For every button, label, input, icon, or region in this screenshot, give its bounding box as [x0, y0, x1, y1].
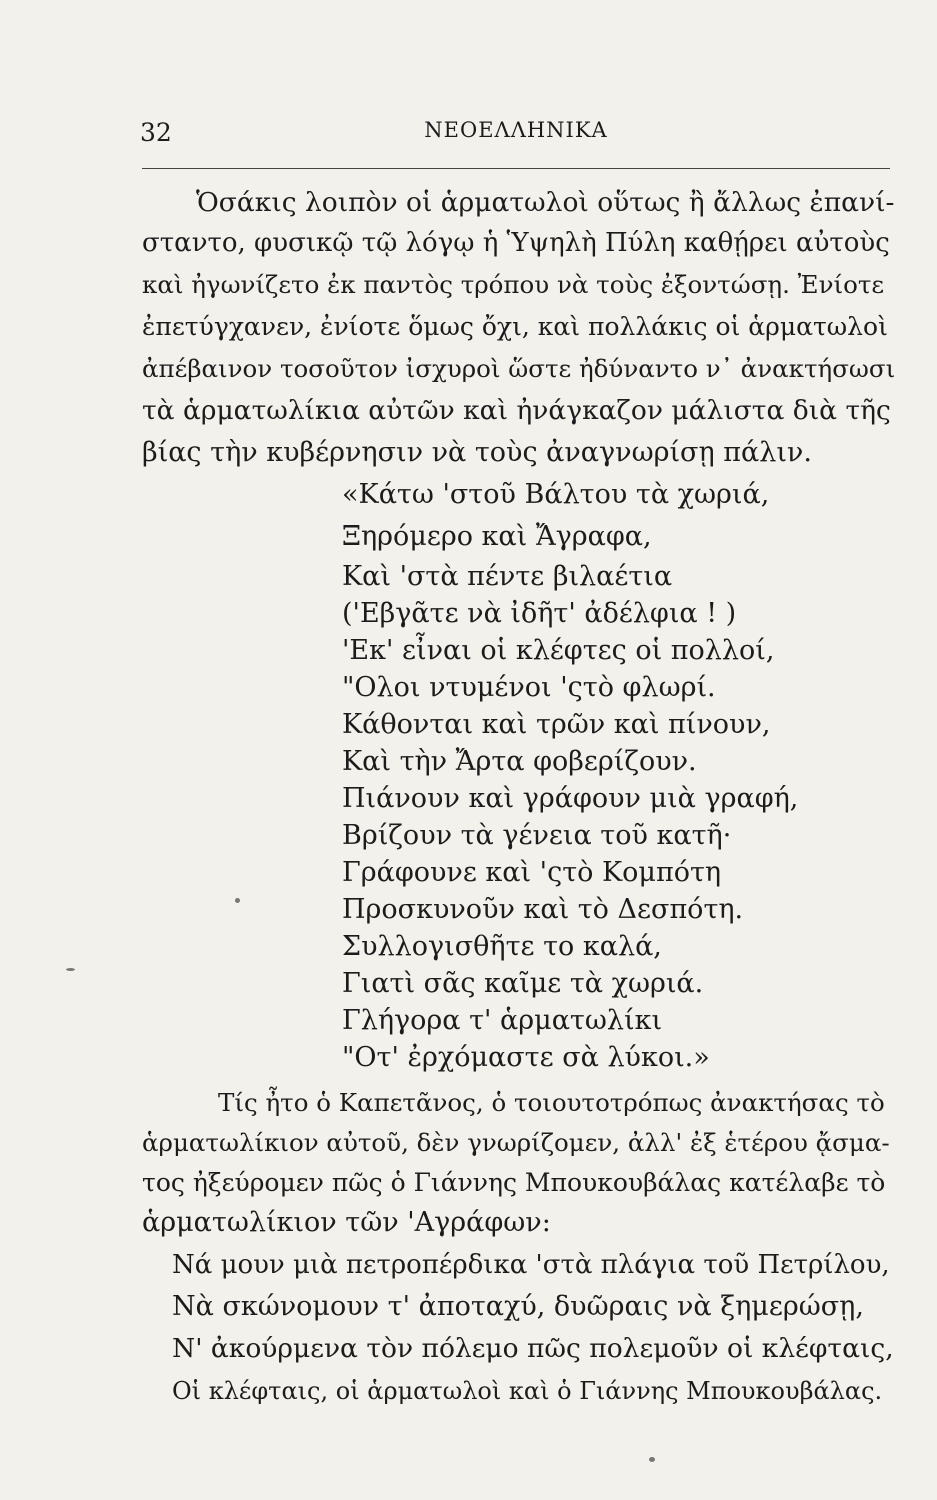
verse-line: Ξηρόμερο καὶ Ἄγραφα,	[342, 521, 652, 552]
verse-line: Καὶ 'στὰ πέντε βιλαέτια	[342, 561, 673, 592]
verse-line: Κάθονται καὶ τρῶν καὶ πίνουν,	[342, 709, 771, 740]
verse-line: 'Εκ' εἶναι οἱ κλέφτες οἱ πολλοί,	[342, 635, 775, 666]
verse-line: Πιάνουν καὶ γράφουν μιὰ γραφή,	[342, 783, 799, 814]
paragraph-line: ἁρματωλίκιον αὐτοῦ, δὲν γνωρίζομεν, ἀλλ' ἐξ ἑτέρου ᾄσμα-	[142, 1128, 890, 1157]
scan-speck	[649, 1457, 655, 1462]
verse-line: Νὰ σκώνομουν τ' ἀποταχύ, δυῶραις νὰ ξημερώσῃ,	[172, 1291, 864, 1322]
verse-line: Οἱ κλέφταις, οἱ ἁρματωλοὶ καὶ ὁ Γιάννης Μπουκουβάλας.	[172, 1377, 883, 1405]
verse-line: Γιατὶ σᾶς καῖμε τὰ χωριά.	[342, 968, 704, 999]
verse-line: Συλλογισθῆτε το καλά,	[342, 931, 662, 962]
page-header	[140, 112, 892, 152]
page-number: 32	[140, 118, 172, 147]
verse-line: "Οτ' ἐρχόμαστε σὰ λύκοι.»	[342, 1042, 710, 1073]
verse-line: "Ολοι ντυμένοι 'ςτὸ φλωρί.	[342, 672, 716, 703]
paragraph-line: ἁρματωλίκιον τῶν 'Αγράφων:	[142, 1207, 551, 1238]
verse-line: Γλήγορα τ' ἁρματωλίκι	[342, 1005, 663, 1036]
paragraph-line: τὰ ἁρματωλίκια αὐτῶν καὶ ἠνάγκαζον μάλιστα διὰ τῆς	[142, 395, 891, 426]
verse-line: Ν' ἀκούρμενα τὸν πόλεμο πῶς πολεμοῦν οἱ κλέφταις,	[172, 1333, 894, 1364]
paragraph-line: ἐπετύγχανεν, ἐνίοτε ὅμως ὄχι, καὶ πολλάκις οἱ ἁρματωλοὶ	[142, 312, 888, 341]
verse-line: Προσκυνοῦν καὶ τὸ Δεσπότη.	[342, 894, 744, 925]
scan-speck	[235, 898, 240, 903]
paragraph-line: σταντο, φυσικῷ τῷ λόγῳ ἡ Ὑψηλὴ Πύλη καθῄρει αὐτοὺς	[142, 228, 890, 258]
paragraph-line: Ὁσάκις λοιπὸν οἱ ἁρματωλοὶ οὕτως ἢ ἄλλως ἐπανί-	[196, 187, 895, 218]
verse-line: Νά μουν μιὰ πετροπέρδικα 'στὰ πλάγια τοῦ Πετρίλου,	[172, 1250, 890, 1280]
running-title: ΝΕΟΕΛΛΗΝΙΚΑ	[424, 118, 608, 142]
paragraph-line: βίας τὴν κυβέρνησιν νὰ τοὺς ἀναγνωρίσῃ πάλιν.	[142, 437, 812, 468]
verse-line: Βρίζουν τὰ γένεια τοῦ κατῆ·	[342, 820, 732, 851]
verse-line: Γράφουνε καὶ 'ςτὸ Κομπότη	[342, 857, 722, 888]
verse-line: ('Εβγᾶτε νὰ ἰδῆτ' ἀδέλφια ! )	[342, 598, 737, 629]
scan-speck	[66, 968, 75, 971]
paragraph-line: Τίς ἦτο ὁ Καπετᾶνος, ὁ τοιουτοτρόπως ἀνακτήσας τὸ	[218, 1088, 885, 1117]
paragraph-line: ἀπέβαινον τοσοῦτον ἰσχυροὶ ὥστε ἠδύναντο ν᾽ ἀνακτήσωσι	[142, 354, 896, 383]
verse-line: «Κάτω 'στοῦ Βάλτου τὰ χωριά,	[342, 479, 770, 510]
paragraph-line: τος ἠξεύρομεν πῶς ὁ Γιάννης Μπουκουβάλας κατέλαβε τὸ	[142, 1168, 886, 1197]
header-rule	[142, 168, 890, 169]
verse-line: Καὶ τὴν Ἄρτα φοβερίζουν.	[342, 746, 697, 777]
paragraph-line: καὶ ἠγωνίζετο ἐκ παντὸς τρόπου νὰ τοὺς ἐξοντώσῃ. Ἐνίοτε	[142, 270, 885, 299]
